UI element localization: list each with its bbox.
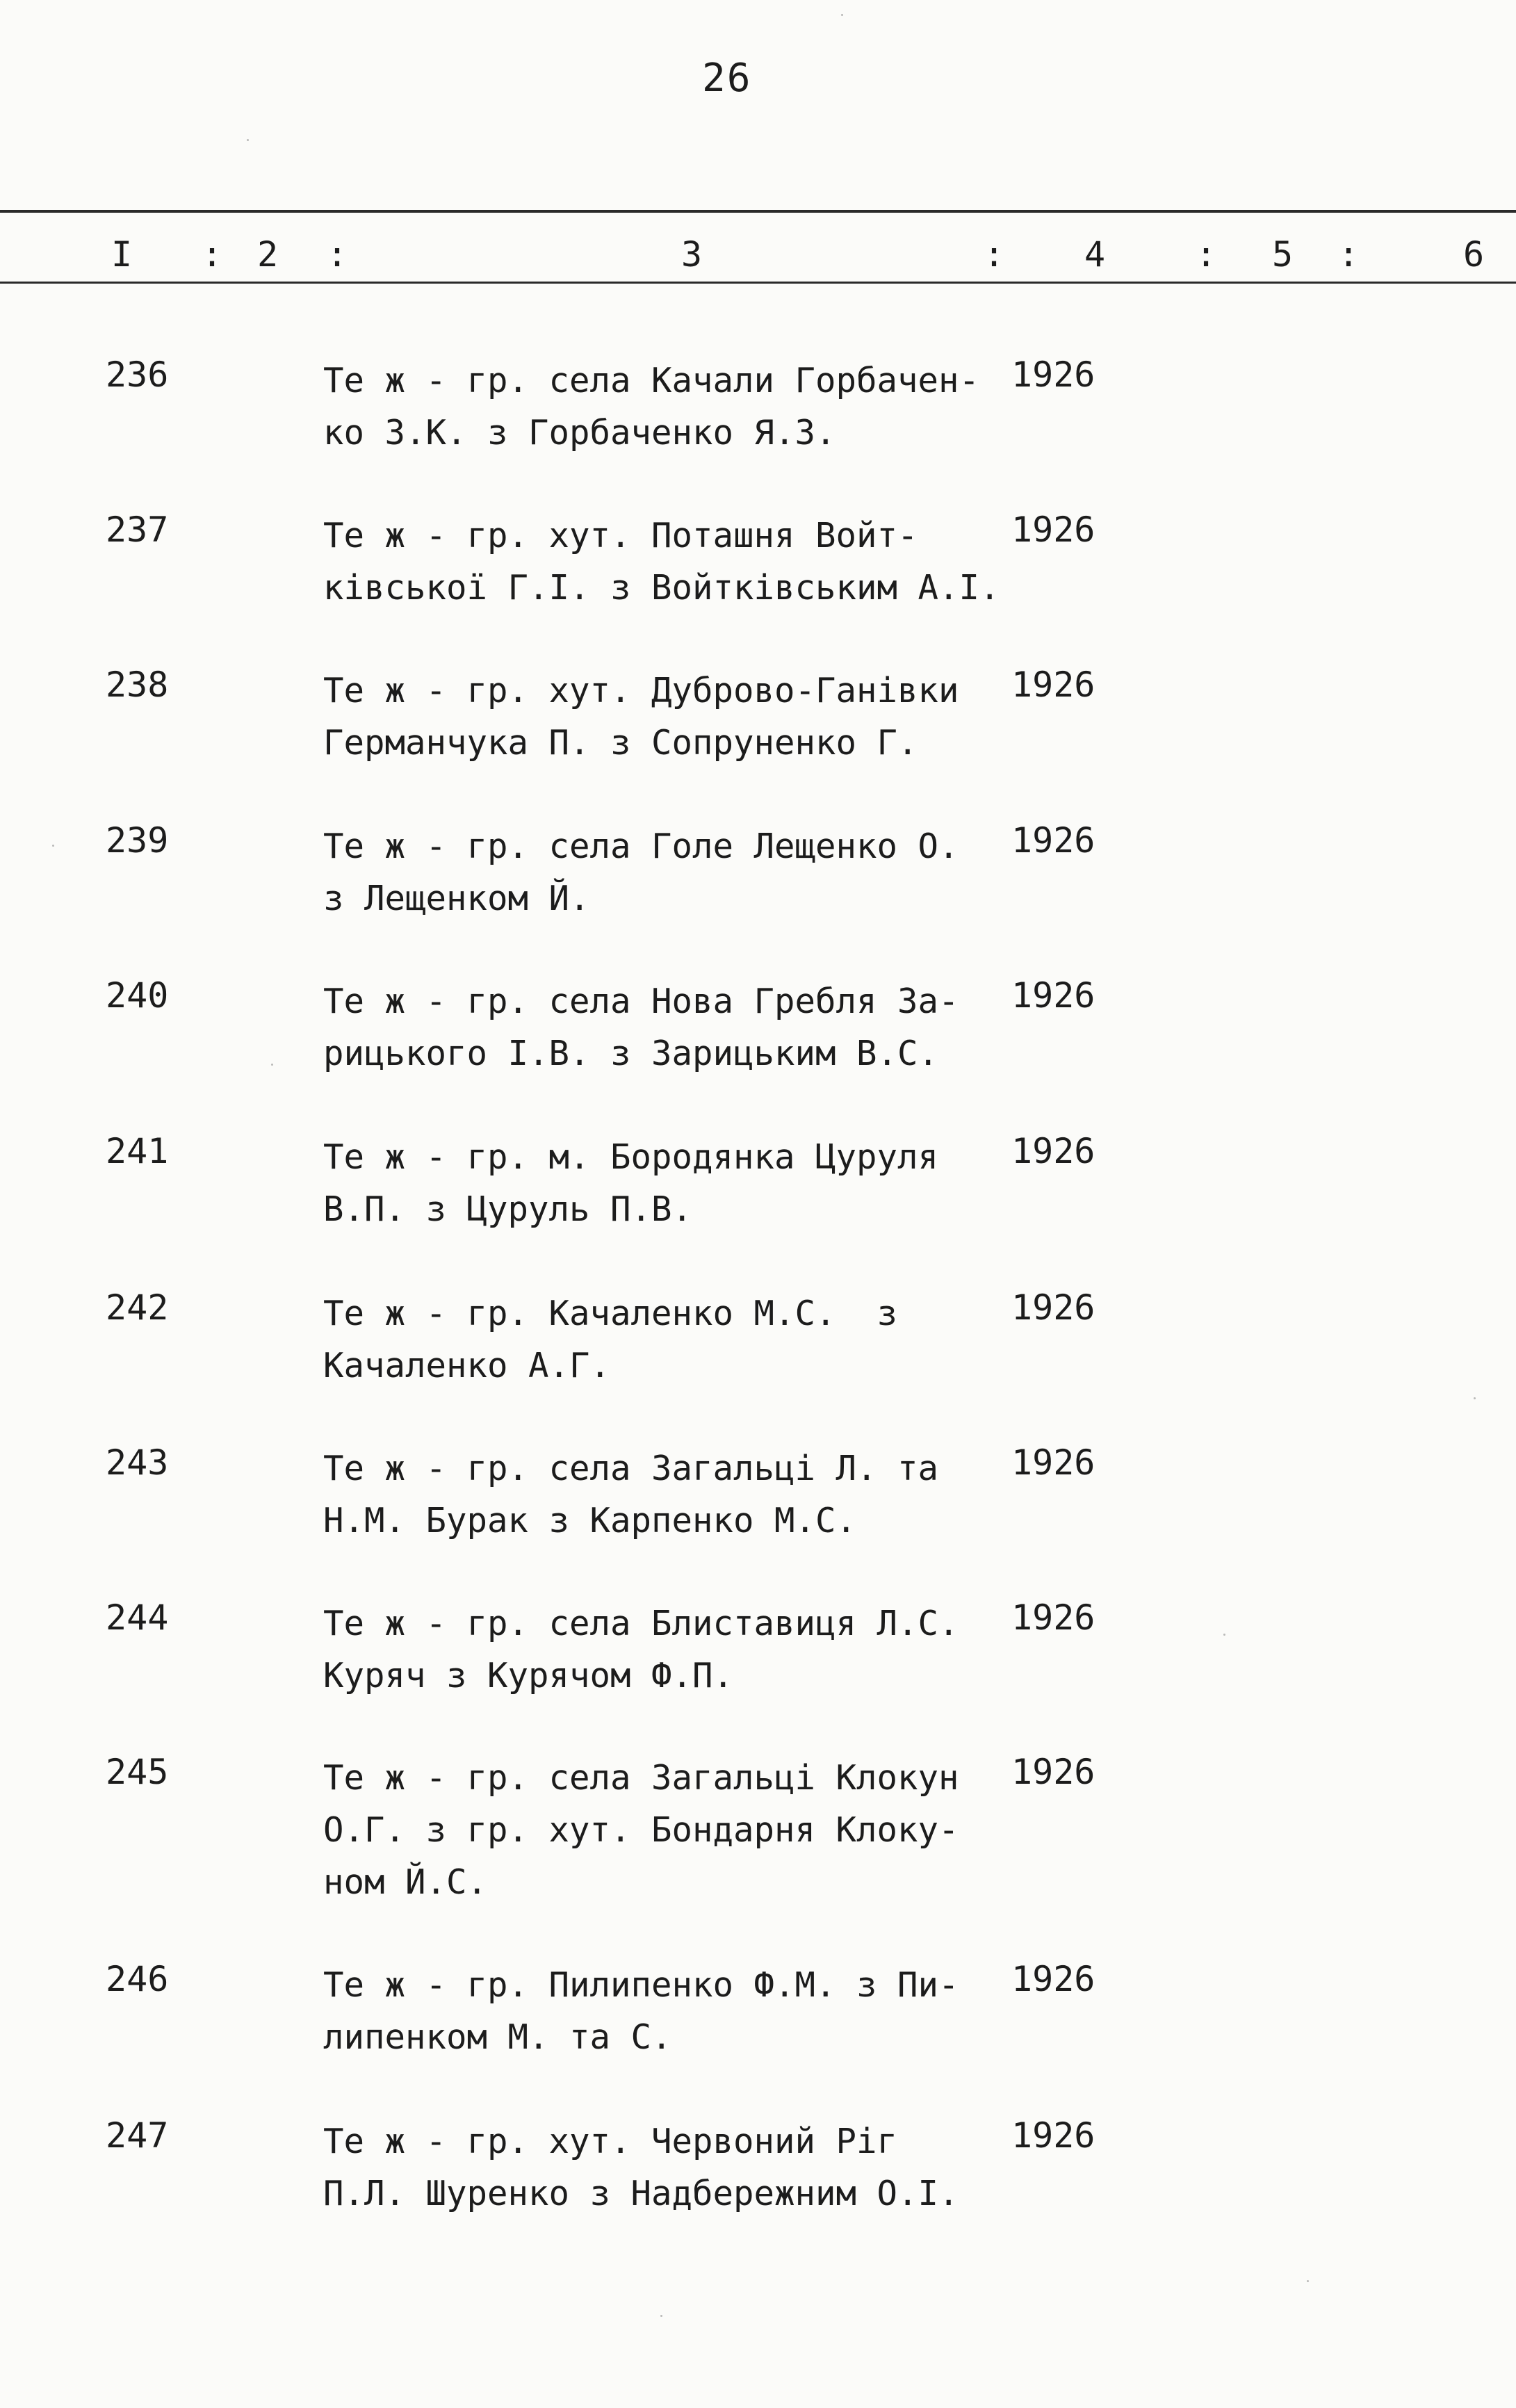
entry-line: Те ж - гр. Пилипенко Ф.М. з Пи-	[323, 1965, 959, 2005]
entry-line: рицького І.В. з Зарицьким В.С.	[323, 1034, 939, 1073]
entry-year: 1926	[1011, 2115, 1095, 2156]
entry-line: Те ж - гр. м. Бородянка Цуруля	[323, 1137, 939, 1177]
entry-line: ном Й.С.	[323, 1862, 488, 1902]
scan-speck	[1474, 1397, 1476, 1399]
entry-line: Те ж - гр. Качаленко М.С. з	[323, 1294, 898, 1333]
entry-year: 1926	[1011, 1287, 1095, 1328]
entry-line: Куряч з Курячом Ф.П.	[323, 1656, 734, 1695]
column-header-4: 4	[1084, 234, 1106, 275]
column-separator: :	[327, 234, 348, 275]
entry-description	[323, 1959, 1018, 2063]
entry-line: Те ж - гр. села Блиставиця Л.С.	[323, 1604, 959, 1643]
entry-number: 247	[106, 2115, 169, 2156]
scan-speck	[660, 2315, 662, 2317]
entry-line: ко З.К. з Горбаченко Я.З.	[323, 413, 836, 453]
entry-year: 1926	[1011, 665, 1095, 705]
column-separator: :	[984, 234, 1005, 275]
entry-year: 1926	[1011, 355, 1095, 395]
entry-number: 246	[106, 1959, 169, 1999]
entry-year: 1926	[1011, 1959, 1095, 1999]
entry-line: Те ж - гр. села Голе Лещенко О.	[323, 827, 959, 866]
entry-description	[323, 1752, 1018, 1908]
entry-line: Качаленко А.Г.	[323, 1346, 611, 1385]
page-number: 26	[702, 56, 752, 101]
scan-speck	[841, 14, 843, 16]
entry-description	[323, 1597, 1018, 1702]
scan-speck	[247, 139, 249, 141]
entry-number: 243	[106, 1442, 169, 1483]
entry-line: Те ж - гр. села Качали Горбачен-	[323, 361, 980, 400]
entry-line: ківської Г.І. з Войтківським А.І.	[323, 568, 1000, 608]
entry-line: Германчука П. з Сопруненко Г.	[323, 723, 918, 763]
entry-line: з Лещенком Й.	[323, 879, 590, 918]
entry-number: 236	[106, 355, 169, 395]
entry-year: 1926	[1011, 1597, 1095, 1638]
table-header-top-rule	[0, 210, 1516, 213]
scan-speck	[1223, 1634, 1225, 1636]
column-header-3: 3	[681, 234, 703, 275]
scan-speck	[1307, 2280, 1309, 2282]
entry-number: 239	[106, 820, 169, 861]
entry-number: 238	[106, 665, 169, 705]
entry-number: 237	[106, 510, 169, 550]
column-header-1: I	[111, 234, 133, 275]
entry-line: Те ж - гр. села Загальці Л. та	[323, 1449, 939, 1488]
column-header-2: 2	[257, 234, 279, 275]
column-separator: :	[1338, 234, 1360, 275]
column-header-5: 5	[1272, 234, 1294, 275]
scan-speck	[271, 1064, 273, 1066]
entry-line: Те ж - гр. хут. Дуброво-Ганівки	[323, 671, 959, 710]
column-separator: :	[1196, 234, 1217, 275]
entry-description	[323, 1442, 1018, 1547]
entry-description	[323, 1131, 1018, 1235]
entry-line: Те ж - гр. села Нова Гребля За-	[323, 982, 959, 1021]
scan-speck	[52, 845, 54, 847]
entry-description	[323, 665, 1018, 769]
entry-line: П.Л. Шуренко з Надбережним О.І.	[323, 2174, 959, 2213]
entry-description	[323, 510, 1018, 614]
entry-description	[323, 355, 1018, 459]
entry-year: 1926	[1011, 1752, 1095, 1792]
column-separator: :	[202, 234, 223, 275]
entry-number: 242	[106, 1287, 169, 1328]
entry-line: Те ж - гр. хут. Поташня Войт-	[323, 516, 918, 555]
entry-line: О.Г. з гр. хут. Бондарня Клоку-	[323, 1810, 959, 1850]
entry-number: 241	[106, 1131, 169, 1171]
entry-description	[323, 1287, 1018, 1392]
entry-description	[323, 975, 1018, 1080]
entry-line: липенком М. та С.	[323, 2017, 672, 2057]
entry-description	[323, 820, 1018, 925]
entry-year: 1926	[1011, 975, 1095, 1016]
entry-year: 1926	[1011, 1442, 1095, 1483]
entry-line: В.П. з Цуруль П.В.	[323, 1189, 693, 1229]
entry-year: 1926	[1011, 1131, 1095, 1171]
entry-line: Н.М. Бурак з Карпенко М.С.	[323, 1501, 857, 1540]
entry-line: Те ж - гр. села Загальці Клокун	[323, 1758, 959, 1798]
entry-year: 1926	[1011, 510, 1095, 550]
entry-year: 1926	[1011, 820, 1095, 861]
entry-line: Те ж - гр. хут. Червоний Ріг	[323, 2122, 898, 2161]
entry-number: 244	[106, 1597, 169, 1638]
entry-number: 245	[106, 1752, 169, 1792]
table-header-bottom-rule	[0, 282, 1516, 284]
entry-description	[323, 2115, 1018, 2220]
entry-number: 240	[106, 975, 169, 1016]
column-header-6: 6	[1463, 234, 1485, 275]
